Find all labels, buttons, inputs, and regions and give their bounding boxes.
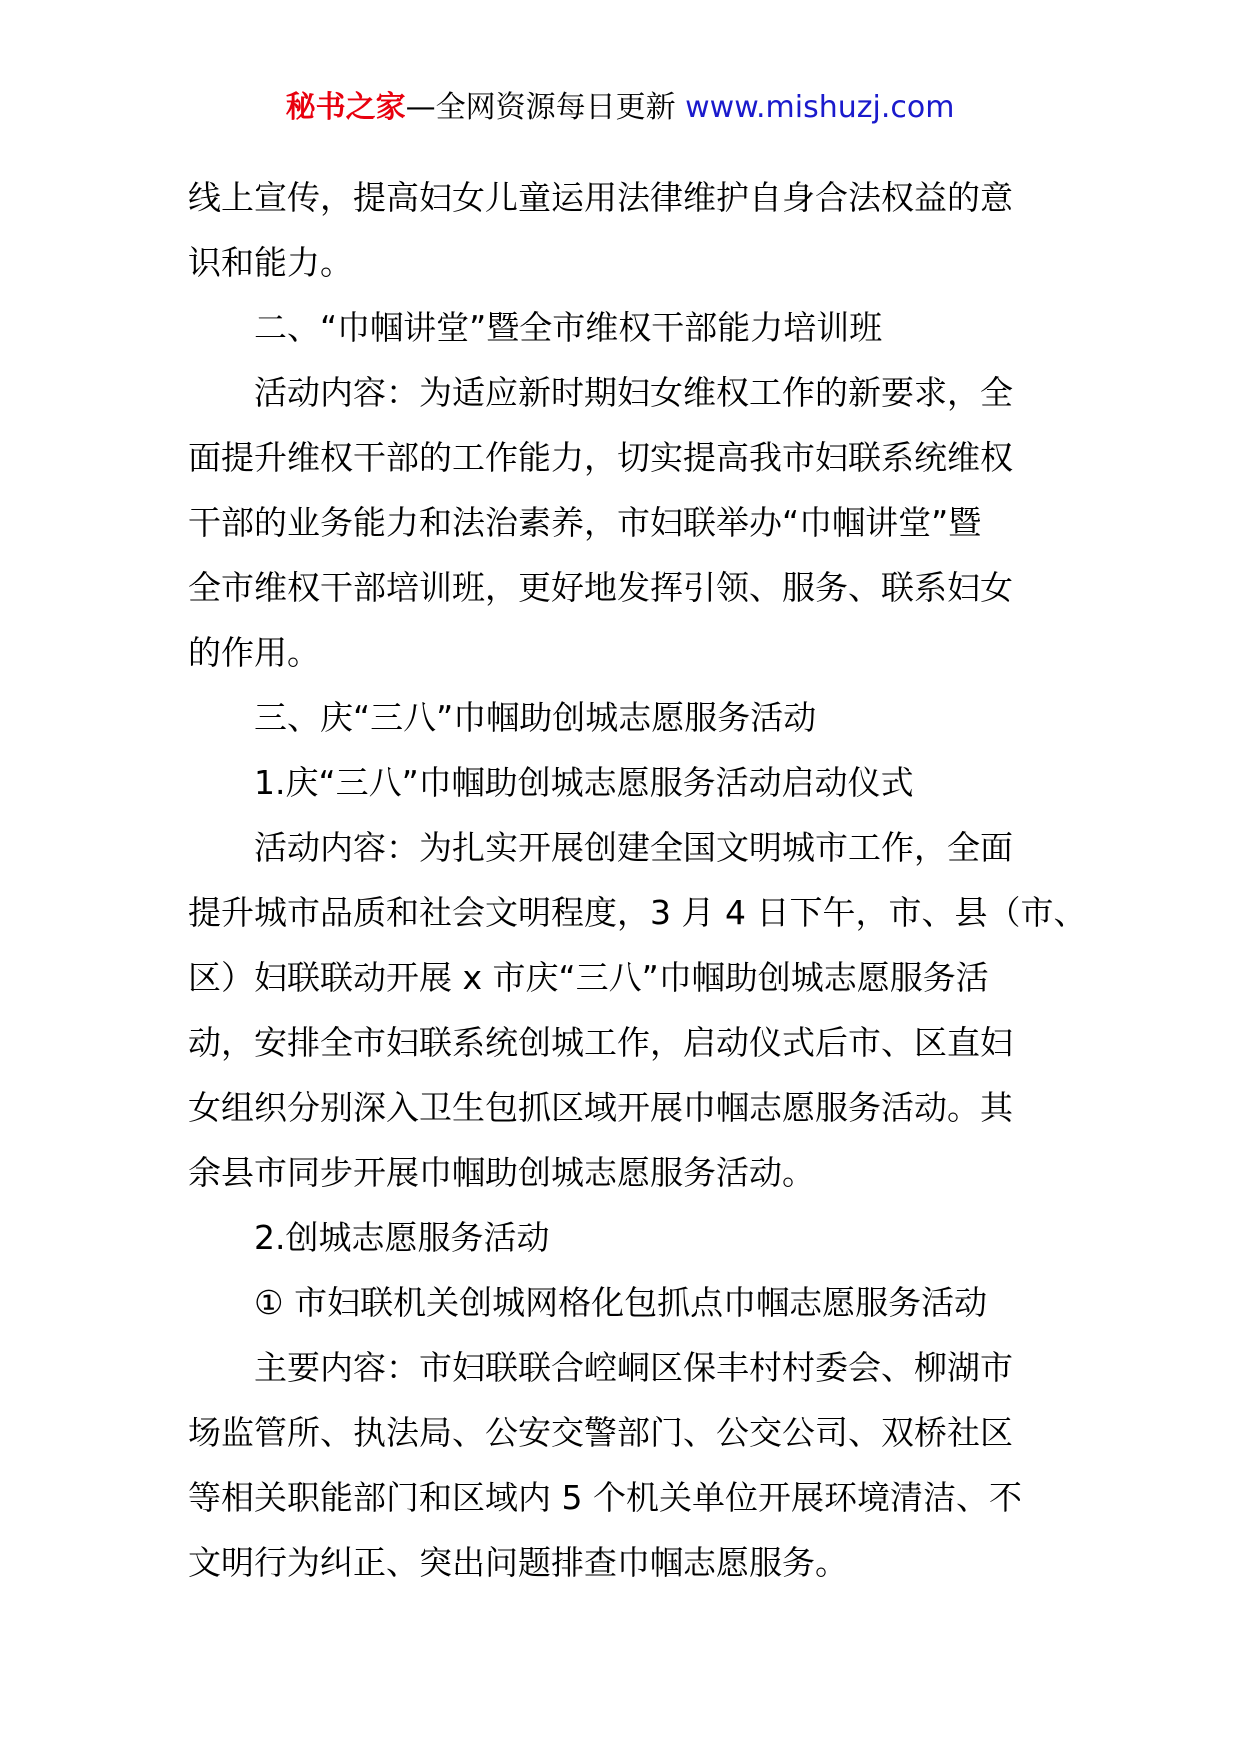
text-line: 提升城市品质和社会文明程度，3 月 4 日下午，市、县（市、 (188, 893, 1087, 932)
text-line: 活动内容：为适应新时期妇女维权工作的新要求，全 (254, 373, 1013, 412)
subsection-heading: 1.庆“三八”巾帼助创城志愿服务活动启动仪式 (254, 763, 914, 802)
text-line: 等相关职能部门和区域内 5 个机关单位开展环境清洁、不 (188, 1478, 1022, 1517)
text-line: 动，安排全市妇联系统创城工作，启动仪式后市、区直妇 (188, 1023, 1013, 1062)
text-line: 的作用。 (188, 633, 320, 672)
text-line: 干部的业务能力和法治素养，市妇联举办“巾帼讲堂”暨 (188, 503, 982, 542)
header-tagline: —全网资源每日更新 (405, 90, 686, 125)
text-line: 主要内容：市妇联联合崆峒区保丰村村委会、柳湖市 (254, 1348, 1013, 1387)
section-heading: 三、庆“三八”巾帼助创城志愿服务活动 (254, 698, 817, 737)
header-url[interactable]: www.mishuzj.com (685, 90, 955, 125)
text-line: 余县市同步开展巾帼助创城志愿服务活动。 (188, 1153, 815, 1192)
text-line: 女组织分别深入卫生包抓区域开展巾帼志愿服务活动。其 (188, 1088, 1013, 1127)
text-line: 场监管所、执法局、公安交警部门、公交公司、双桥社区 (188, 1413, 1013, 1452)
text-line: 区）妇联联动开展 x 市庆“三八”巾帼助创城志愿服务活 (188, 958, 989, 997)
brand-name: 秘书之家 (285, 90, 406, 125)
text-line: 文明行为纠正、突出问题排查巾帼志愿服务。 (188, 1543, 848, 1582)
document-body (188, 165, 1088, 1595)
text-line: 线上宣传，提高妇女儿童运用法律维护自身合法权益的意 (188, 178, 1013, 217)
page-header (0, 88, 1240, 128)
text-line: 面提升维权干部的工作能力，切实提高我市妇联系统维权 (188, 438, 1013, 477)
list-item-heading: ① 市妇联机关创城网格化包抓点巾帼志愿服务活动 (254, 1283, 988, 1322)
text-line: 全市维权干部培训班，更好地发挥引领、服务、联系妇女 (188, 568, 1013, 607)
text-line: 活动内容：为扎实开展创建全国文明城市工作，全面 (254, 828, 1013, 867)
subsection-heading: 2.创城志愿服务活动 (254, 1218, 550, 1257)
text-line: 识和能力。 (188, 243, 353, 282)
section-heading: 二、“巾帼讲堂”暨全市维权干部能力培训班 (254, 308, 883, 347)
